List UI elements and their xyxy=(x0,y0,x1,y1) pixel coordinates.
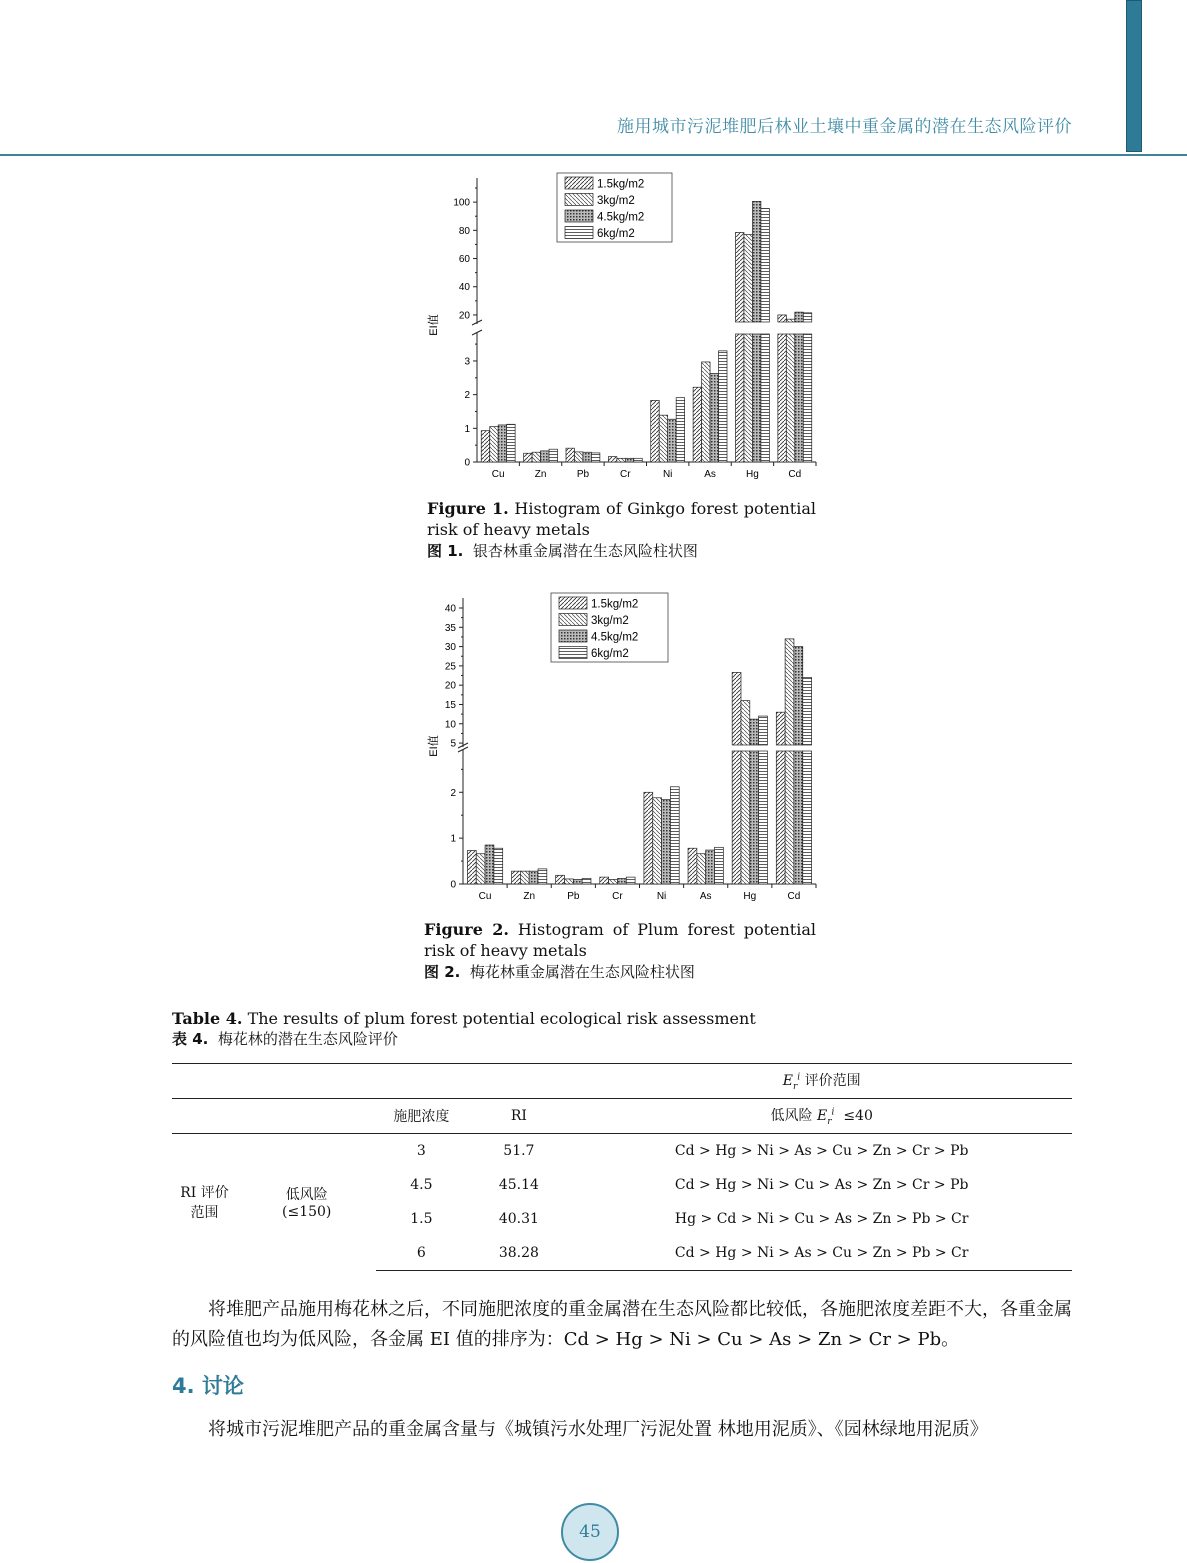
x-tick-label: Ni xyxy=(662,469,673,480)
legend-swatch xyxy=(559,614,587,626)
bar xyxy=(529,871,538,884)
legend-swatch xyxy=(559,597,587,609)
y-tick-label: 100 xyxy=(453,197,470,209)
caption-text: Histogram of Plum forest potential risk of heavy metals xyxy=(424,920,816,960)
bar xyxy=(490,427,498,462)
bar-lower-segment xyxy=(744,334,752,462)
bar xyxy=(625,458,633,462)
col-ri: RI xyxy=(466,1099,571,1134)
bar xyxy=(600,877,609,884)
bar xyxy=(556,875,565,884)
cell-conc: 1.5 xyxy=(410,1211,433,1227)
legend-swatch xyxy=(565,177,593,189)
bar-lower-segment xyxy=(759,751,768,884)
y-tick-label: 20 xyxy=(458,310,470,322)
bar-upper-segment xyxy=(761,208,769,322)
bar-upper-segment xyxy=(785,639,794,745)
x-tick-label: Hg xyxy=(746,469,759,480)
row-group-label: RI 评价范围 xyxy=(180,1185,229,1222)
bar-lower-segment xyxy=(776,751,785,884)
bar xyxy=(566,448,574,462)
bar xyxy=(574,452,582,462)
y-tick-label: 3 xyxy=(464,356,470,368)
bar-upper-segment xyxy=(794,647,803,745)
cell-order: Cd > Hg > Ni > Cu > As > Zn > Cr > Pb xyxy=(674,1177,969,1193)
bar-lower-segment xyxy=(761,334,769,462)
x-tick-label: Zn xyxy=(534,469,547,480)
bar-lower-segment xyxy=(795,334,803,462)
bar xyxy=(524,453,532,462)
caption-label: Table 4. xyxy=(172,1009,243,1028)
caption-text: The results of plum forest potential ecological risk assessment xyxy=(247,1009,756,1028)
legend-swatch xyxy=(559,647,587,659)
bar-upper-segment xyxy=(795,312,803,322)
running-title: 施用城市污泥堆肥后林业土壤中重金属的潜在生态风险评价 xyxy=(617,117,1072,137)
bar-upper-segment xyxy=(752,201,760,322)
x-tick-label: Cd xyxy=(788,469,802,480)
bar-lower-segment xyxy=(786,334,794,462)
col-low-er: 低风险 $E_r^i \le 40$ xyxy=(571,1099,1072,1134)
bar-lower-segment xyxy=(741,751,750,884)
bar xyxy=(583,452,591,462)
bar-upper-segment xyxy=(750,719,759,745)
bar xyxy=(653,798,662,884)
caption-label: Figure 2. xyxy=(424,920,509,939)
legend-label: 6kg/m2 xyxy=(597,228,635,240)
cell-ri: 38.28 xyxy=(466,1236,571,1271)
bar xyxy=(609,879,618,884)
bar-lower-segment xyxy=(752,334,760,462)
cell-order: Hg > Cd > Ni > Cu > As > Zn > Pb > Cr xyxy=(674,1211,969,1227)
bar xyxy=(670,787,679,884)
x-tick-label: Cr xyxy=(620,469,631,480)
figure2-chart xyxy=(420,590,820,910)
table-row xyxy=(172,1134,1072,1169)
y-tick-label: 40 xyxy=(458,282,470,294)
bar-lower-segment xyxy=(794,751,803,884)
table4-caption xyxy=(172,1009,756,1049)
bar xyxy=(706,850,715,884)
x-tick-label: Cu xyxy=(478,891,492,902)
y-tick-label: 1 xyxy=(464,423,470,435)
legend-swatch xyxy=(565,210,593,222)
y-tick-label: 0 xyxy=(464,457,470,469)
bar xyxy=(697,854,706,884)
col-conc: 施肥浓度 xyxy=(376,1099,466,1134)
bar xyxy=(710,373,718,462)
bar xyxy=(520,871,529,884)
y-axis-label: EI值 xyxy=(428,735,440,757)
bar xyxy=(668,419,676,462)
bar xyxy=(608,457,616,462)
legend-label: 6kg/m2 xyxy=(591,648,629,660)
cell-conc: 4.5 xyxy=(410,1177,433,1193)
bar xyxy=(549,449,557,462)
bar xyxy=(702,362,710,462)
bar-upper-segment xyxy=(735,232,743,322)
bar xyxy=(494,848,503,884)
bar xyxy=(591,453,599,462)
bar-lower-segment xyxy=(735,334,743,462)
header-er-range: $E_r^i$ 评价范围 xyxy=(571,1064,1072,1099)
y-tick-label: 5 xyxy=(450,738,456,750)
y-tick-label: 0 xyxy=(450,879,456,891)
bar-upper-segment xyxy=(776,712,785,745)
x-tick-label: Hg xyxy=(743,891,757,902)
bar xyxy=(481,431,489,462)
x-tick-label: Cu xyxy=(491,469,505,480)
y-tick-label: 40 xyxy=(444,603,456,615)
bar xyxy=(538,869,547,884)
bar xyxy=(512,871,521,884)
bar-upper-segment xyxy=(732,672,741,745)
cell-ri: 40.31 xyxy=(498,1211,539,1227)
y-tick-label: 2 xyxy=(450,787,456,799)
y-tick-label: 15 xyxy=(444,699,456,711)
x-tick-label: Pb xyxy=(567,891,580,902)
bar xyxy=(485,845,494,884)
legend-label: 4.5kg/m2 xyxy=(597,211,645,224)
x-tick-label: Zn xyxy=(523,891,536,902)
legend-swatch xyxy=(565,227,593,239)
page-number: 45 xyxy=(561,1503,619,1561)
bar xyxy=(507,424,515,462)
bar-lower-segment xyxy=(803,334,811,462)
table4 xyxy=(172,1063,1072,1271)
caption-label-cn: 图 1. xyxy=(427,542,464,560)
y-tick-label: 60 xyxy=(458,254,470,266)
y-tick-label: 25 xyxy=(444,661,456,673)
caption-text: Histogram of Ginkgo forest potential risk of heavy metals xyxy=(427,499,816,539)
legend-label: 4.5kg/m2 xyxy=(591,631,639,644)
bar-lower-segment xyxy=(803,751,812,884)
y-tick-label: 2 xyxy=(464,390,470,402)
row-risk-label: 低风险 (≤150) xyxy=(282,1187,332,1221)
caption-label: Figure 1. xyxy=(427,499,509,518)
figure2-caption xyxy=(424,919,816,983)
cell-ri: 51.7 xyxy=(503,1143,535,1159)
legend-swatch xyxy=(565,194,593,206)
bar xyxy=(476,854,485,884)
caption-text-cn: 梅花林重金属潜在生态风险柱状图 xyxy=(469,963,695,981)
table-header-row xyxy=(172,1064,1072,1099)
y-tick-label: 20 xyxy=(444,680,456,692)
bar xyxy=(715,847,724,884)
bar-upper-segment xyxy=(741,701,750,745)
body-paragraph-1: 将堆肥产品施用梅花林之后，不同施肥浓度的重金属潜在生态风险都比较低，各施肥浓度差距不大，各重金属的风险值也均为低风险，各金属 EI 值的排序为：Cd > Hg > Ni > Cu > As > Zn > Cr > Pb。 xyxy=(172,1299,1072,1350)
x-tick-label: As xyxy=(699,891,712,902)
bar-upper-segment xyxy=(786,319,794,322)
x-tick-label: Pb xyxy=(576,469,590,480)
bar xyxy=(676,398,684,462)
cell-order: Cd > Hg > Ni > As > Cu > Zn > Pb > Cr xyxy=(571,1236,1072,1271)
bar-lower-segment xyxy=(778,334,786,462)
bar xyxy=(659,415,667,462)
y-tick-label: 10 xyxy=(444,719,456,731)
bar-upper-segment xyxy=(778,315,786,322)
bar xyxy=(688,848,697,884)
section-heading: 4. 讨论 xyxy=(172,1374,244,1398)
bar xyxy=(662,800,671,884)
caption-label-cn: 表 4. xyxy=(172,1030,209,1048)
bar xyxy=(651,400,659,462)
x-tick-label: Cd xyxy=(787,891,801,902)
x-tick-label: As xyxy=(704,469,716,480)
bar xyxy=(532,452,540,462)
bar xyxy=(573,879,582,884)
x-tick-label: Cr xyxy=(612,891,623,902)
bar xyxy=(617,458,625,462)
bar xyxy=(467,851,476,884)
legend-label: 3kg/m2 xyxy=(591,615,629,627)
bar xyxy=(644,792,653,884)
bar xyxy=(719,351,727,462)
bar xyxy=(541,451,549,462)
bar xyxy=(498,425,506,462)
bar xyxy=(626,877,635,884)
legend-label: 3kg/m2 xyxy=(597,195,635,207)
table-subheader-row xyxy=(172,1099,1072,1134)
y-tick-label: 1 xyxy=(450,833,456,845)
figure1-caption xyxy=(427,498,816,562)
figure1-chart xyxy=(420,165,820,485)
header-accent-bar xyxy=(1126,0,1142,152)
bar xyxy=(582,878,591,884)
bar-upper-segment xyxy=(759,716,768,745)
body-paragraph-2: 将城市污泥堆肥产品的重金属含量与《城镇污水处理厂污泥处置 林地用泥质》、《园林绿地用泥质》 xyxy=(208,1419,988,1440)
caption-text-cn: 银杏林重金属潜在生态风险柱状图 xyxy=(472,542,698,560)
bar xyxy=(617,878,626,884)
y-axis-label: EI值 xyxy=(428,314,440,336)
bar-lower-segment xyxy=(785,751,794,884)
cell-conc: 6 xyxy=(376,1236,466,1271)
caption-text-cn: 梅花林的潜在生态风险评价 xyxy=(217,1030,398,1048)
y-tick-label: 30 xyxy=(444,642,456,654)
bar-lower-segment xyxy=(732,751,741,884)
bar-upper-segment xyxy=(803,313,811,322)
cell-ri: 45.14 xyxy=(498,1177,539,1193)
axis-break-mark xyxy=(472,320,482,335)
legend-swatch xyxy=(559,630,587,642)
caption-label-cn: 图 2. xyxy=(424,963,461,981)
bar-lower-segment xyxy=(750,751,759,884)
bar-upper-segment xyxy=(744,235,752,322)
bar xyxy=(634,458,642,462)
bar-upper-segment xyxy=(803,677,812,745)
cell-conc: 3 xyxy=(416,1143,426,1159)
y-tick-label: 80 xyxy=(458,225,470,237)
legend-label: 1.5kg/m2 xyxy=(597,178,645,191)
legend-label: 1.5kg/m2 xyxy=(591,598,639,611)
cell-order: Cd > Hg > Ni > As > Cu > Zn > Cr > Pb xyxy=(674,1143,969,1159)
bar xyxy=(693,387,701,462)
bar xyxy=(564,879,573,884)
y-tick-label: 35 xyxy=(444,622,456,634)
x-tick-label: Ni xyxy=(656,891,667,902)
header-divider xyxy=(0,154,1187,156)
